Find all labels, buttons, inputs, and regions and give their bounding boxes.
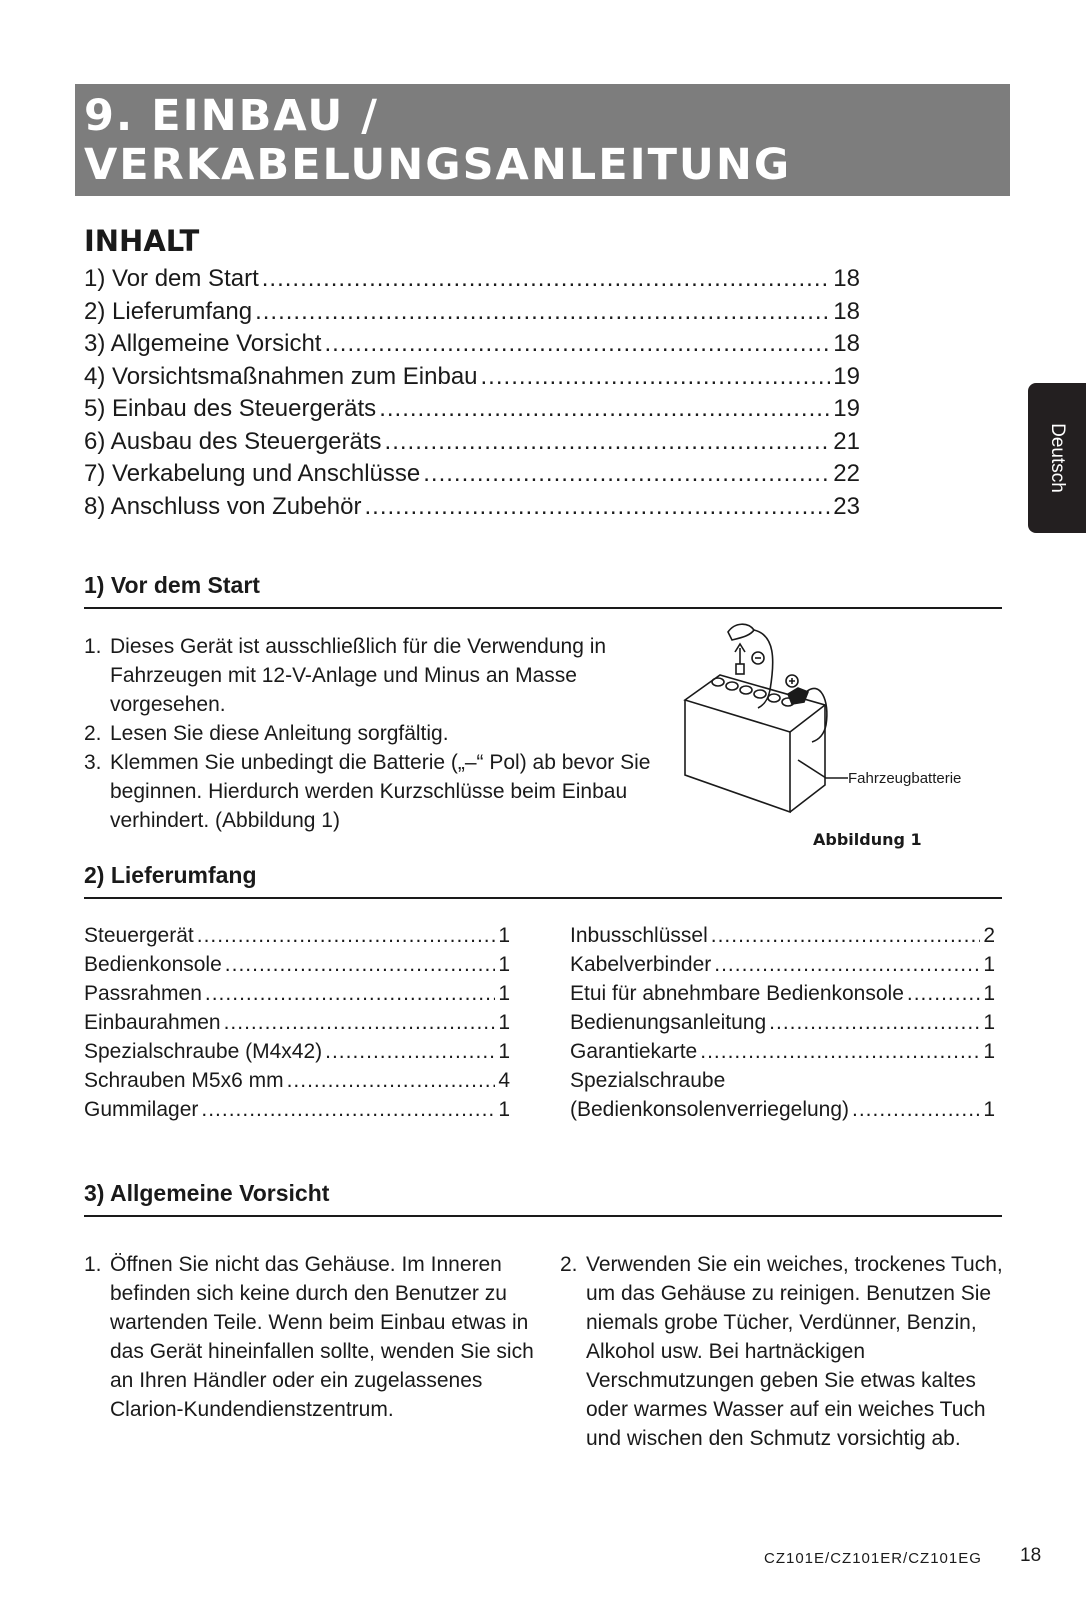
toc-item bbox=[84, 491, 860, 524]
toc-leader bbox=[385, 426, 831, 459]
parts-item bbox=[570, 921, 995, 950]
parts-qty: 1 bbox=[498, 953, 510, 976]
list-text: Öffnen Sie nicht das Gehäuse. Im Inneren befinden sich keine durch den Benutzer zu wartenden Teile. Wenn beim Einbau etwas in das Gerät hineinfallen sollte, wenden Sie sich an Ihren Händler oder ein zugelassenes Clarion-Kundendienstzentrum. bbox=[110, 1253, 534, 1421]
parts-qty: 1 bbox=[983, 1011, 995, 1034]
toc-item bbox=[84, 263, 860, 296]
toc-item bbox=[84, 296, 860, 329]
parts-name: Inbusschlüssel bbox=[570, 924, 708, 947]
parts-leader bbox=[714, 950, 980, 979]
parts-qty: 1 bbox=[983, 1098, 995, 1121]
toc-item bbox=[84, 458, 860, 491]
chapter-title: 9. EINBAU / VERKABELUNGSANLEITUNG bbox=[84, 91, 792, 190]
parts-leader bbox=[201, 1095, 495, 1124]
toc-item-page: 18 bbox=[833, 330, 860, 357]
list-item bbox=[560, 1250, 1005, 1453]
parts-list-left bbox=[84, 921, 510, 1124]
toc-leader bbox=[365, 491, 831, 524]
list-number: 3. bbox=[84, 751, 102, 774]
parts-name: Steuergerät bbox=[84, 924, 194, 947]
parts-qty: 2 bbox=[983, 924, 995, 947]
parts-leader bbox=[225, 950, 496, 979]
parts-leader bbox=[325, 1037, 495, 1066]
parts-item bbox=[570, 1066, 995, 1095]
language-tab bbox=[1028, 383, 1086, 533]
parts-qty: 1 bbox=[983, 1040, 995, 1063]
list-item bbox=[84, 719, 674, 748]
toc-item-page: 18 bbox=[833, 265, 860, 292]
battery-label: Fahrzeugbatterie bbox=[848, 770, 962, 787]
parts-qty: 1 bbox=[983, 982, 995, 1005]
parts-name: Kabelverbinder bbox=[570, 953, 712, 976]
parts-leader bbox=[907, 979, 980, 1008]
table-of-contents bbox=[84, 263, 860, 523]
toc-leader bbox=[481, 361, 831, 394]
section-heading-vor-dem-start: 1) Vor dem Start bbox=[84, 572, 1002, 609]
parts-item bbox=[570, 1008, 995, 1037]
toc-item-label: 7) Verkabelung und Anschlüsse bbox=[84, 460, 421, 487]
parts-qty: 1 bbox=[498, 982, 510, 1005]
caution-list-right bbox=[560, 1250, 1005, 1453]
parts-name: Garantiekarte bbox=[570, 1040, 698, 1063]
parts-qty: 1 bbox=[498, 1040, 510, 1063]
toc-item-label: 3) Allgemeine Vorsicht bbox=[84, 330, 322, 357]
toc-item-page: 19 bbox=[833, 395, 860, 422]
parts-name: Etui für abnehmbare Bedienkonsole bbox=[570, 982, 904, 1005]
start-instructions-list bbox=[84, 632, 674, 835]
parts-leader bbox=[224, 1008, 496, 1037]
list-number: 1. bbox=[84, 635, 102, 658]
parts-name: Bedienungsanleitung bbox=[570, 1011, 767, 1034]
section-heading-lieferumfang: 2) Lieferumfang bbox=[84, 862, 1002, 899]
parts-item bbox=[570, 950, 995, 979]
list-item bbox=[84, 748, 674, 835]
parts-leader bbox=[205, 979, 495, 1008]
toc-item-page: 18 bbox=[833, 297, 860, 325]
toc-leader bbox=[255, 296, 830, 329]
toc-item-label: 5) Einbau des Steuergeräts bbox=[84, 395, 377, 422]
list-text: Klemmen Sie unbedingt die Batterie („–“ Pol) ab bevor Sie beginnen. Hierdurch werden Kurzschlüsse beim Einbau verhindert. (Abbildung 1) bbox=[110, 751, 651, 832]
parts-name: Gummilager bbox=[84, 1098, 199, 1121]
toc-item-label: 4) Vorsichtsmaßnahmen zum Einbau bbox=[84, 362, 478, 390]
caution-list-left bbox=[84, 1250, 539, 1424]
parts-item bbox=[570, 1095, 995, 1124]
toc-item-page: 22 bbox=[833, 460, 860, 487]
parts-qty: 1 bbox=[498, 924, 510, 947]
parts-item bbox=[570, 979, 995, 1008]
parts-leader bbox=[287, 1066, 496, 1095]
toc-item-page: 19 bbox=[833, 362, 860, 390]
toc-item-label: 2) Lieferumfang bbox=[84, 297, 253, 325]
parts-name: (Bedienkonsolenverriegelung) bbox=[570, 1098, 850, 1121]
parts-item bbox=[570, 1037, 995, 1066]
parts-name: Spezialschraube bbox=[570, 1069, 726, 1092]
parts-item bbox=[84, 950, 510, 979]
list-text: Lesen Sie diese Anleitung sorgfältig. bbox=[110, 722, 449, 745]
toc-leader bbox=[324, 328, 830, 361]
toc-item-label: 8) Anschluss von Zubehör bbox=[84, 492, 362, 520]
figure-caption: Abbildung 1 bbox=[813, 830, 922, 849]
page-number: 18 bbox=[1020, 1545, 1042, 1566]
list-text: Dieses Gerät ist ausschließlich für die Verwendung in Fahrzeugen mit 12-V-Anlage und Minus an Masse vorgesehen. bbox=[110, 635, 607, 716]
list-item bbox=[84, 632, 674, 719]
parts-name: Einbaurahmen bbox=[84, 1011, 221, 1034]
toc-item bbox=[84, 393, 860, 426]
toc-heading: INHALT bbox=[84, 224, 200, 258]
list-item bbox=[84, 1250, 539, 1424]
battery-illustration bbox=[680, 620, 1010, 860]
toc-leader bbox=[379, 393, 830, 426]
parts-item bbox=[84, 1037, 510, 1066]
toc-leader bbox=[262, 263, 831, 296]
toc-item-page: 21 bbox=[833, 427, 860, 455]
list-number: 2. bbox=[560, 1253, 578, 1276]
parts-item bbox=[84, 921, 510, 950]
parts-qty: 1 bbox=[498, 1098, 510, 1121]
toc-item bbox=[84, 361, 860, 394]
toc-leader bbox=[423, 458, 830, 491]
parts-qty: 1 bbox=[498, 1011, 510, 1034]
model-number: CZ101E/CZ101ER/CZ101EG bbox=[764, 1550, 982, 1567]
toc-item bbox=[84, 426, 860, 459]
parts-leader bbox=[700, 1037, 980, 1066]
parts-item bbox=[84, 1095, 510, 1124]
parts-name: Bedienkonsole bbox=[84, 953, 222, 976]
toc-item-page: 23 bbox=[833, 492, 860, 520]
parts-leader bbox=[769, 1008, 980, 1037]
language-tab-label: Deutsch bbox=[1047, 423, 1068, 493]
parts-leader bbox=[852, 1095, 980, 1124]
parts-item bbox=[84, 1066, 510, 1095]
toc-item bbox=[84, 328, 860, 361]
parts-leader bbox=[197, 921, 496, 950]
list-number: 2. bbox=[84, 722, 102, 745]
parts-item bbox=[84, 979, 510, 1008]
section-heading-allgemeine-vorsicht: 3) Allgemeine Vorsicht bbox=[84, 1180, 1002, 1217]
parts-name: Passrahmen bbox=[84, 982, 202, 1005]
parts-qty: 4 bbox=[498, 1069, 510, 1092]
parts-qty: 1 bbox=[983, 953, 995, 976]
parts-list-right bbox=[570, 921, 995, 1124]
toc-item-label: 1) Vor dem Start bbox=[84, 265, 259, 292]
list-text: Verwenden Sie ein weiches, trockenes Tuch, um das Gehäuse zu reinigen. Benutzen Sie niemals grobe Tücher, Verdünner, Benzin, Alkohol usw. Bei hartnäckigen Verschmutzungen geben Sie etwas kaltes oder warmes Wasser auf ein weiches Tuch und wischen den Schmutz vorsichtig ab. bbox=[586, 1253, 1003, 1450]
parts-name: Spezialschraube (M4x42) bbox=[84, 1040, 323, 1063]
toc-item-label: 6) Ausbau des Steuergeräts bbox=[84, 427, 382, 455]
list-number: 1. bbox=[84, 1253, 102, 1276]
parts-leader bbox=[711, 921, 981, 950]
parts-item bbox=[84, 1008, 510, 1037]
parts-name: Schrauben M5x6 mm bbox=[84, 1069, 284, 1092]
